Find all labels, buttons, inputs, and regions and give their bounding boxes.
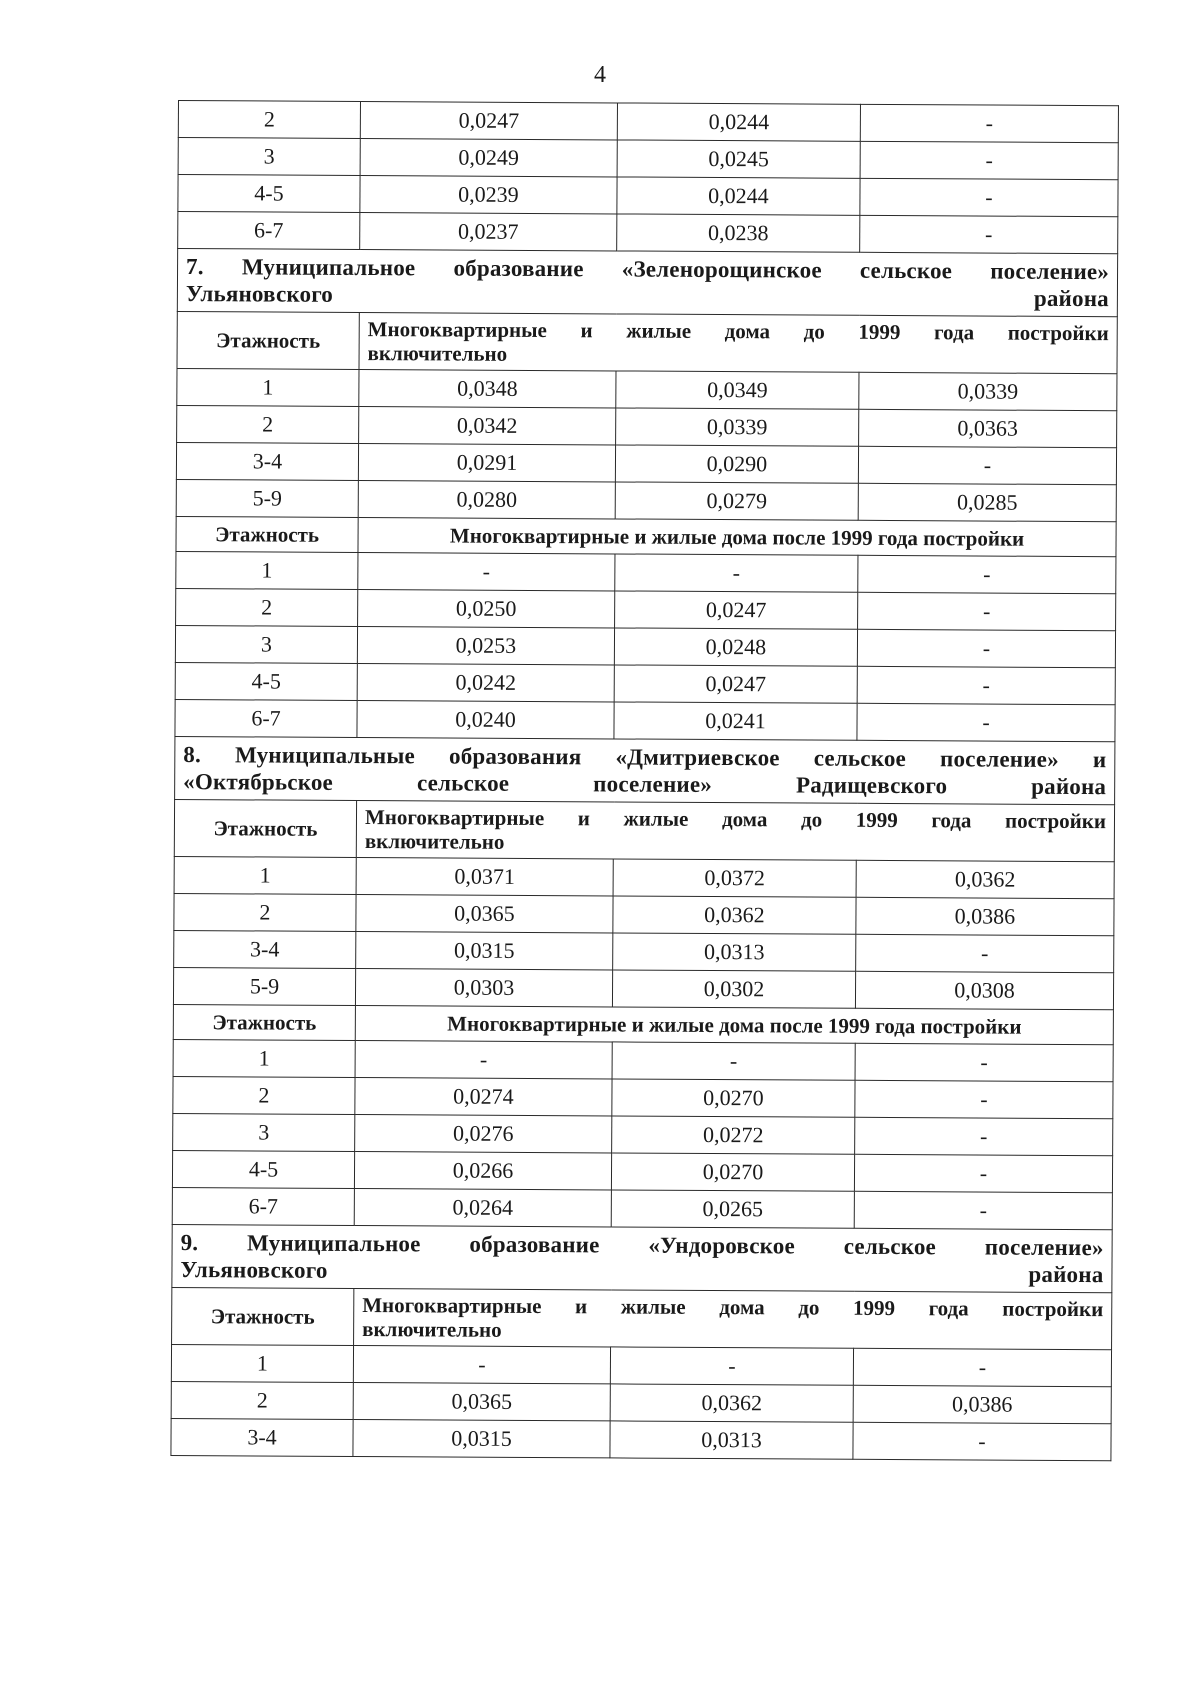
table-row <box>172 1150 1112 1192</box>
value-cell-1: 0,0249 <box>360 139 617 177</box>
floors-cell: 5-9 <box>173 967 355 1005</box>
before-1999-header-line-1: Многоквартирные и жилые дома до 1999 года постройки <box>364 805 1107 834</box>
value-cell-3: - <box>855 1080 1113 1118</box>
value-cell-2: 0,0272 <box>612 1116 855 1154</box>
after-1999-header: Многоквартирные и жилые дома после 1999 года постройки <box>355 1006 1113 1045</box>
value-cell-3: - <box>855 1043 1113 1081</box>
value-cell-3: - <box>858 555 1116 593</box>
value-cell-1: 0,0303 <box>355 969 612 1007</box>
value-cell-3: 0,0363 <box>859 409 1117 447</box>
floors-cell: 2 <box>178 101 360 139</box>
column-header-row <box>172 1287 1112 1349</box>
value-cell-1: 0,0280 <box>358 481 615 519</box>
value-cell-2: 0,0244 <box>617 177 860 215</box>
floors-cell: 2 <box>171 1381 353 1419</box>
table-row <box>176 551 1116 593</box>
table-row <box>171 1344 1111 1386</box>
value-cell-1: 0,0237 <box>360 213 617 251</box>
table-row <box>177 405 1117 447</box>
table-row <box>178 138 1118 180</box>
section-heading <box>172 1224 1112 1292</box>
value-cell-3: 0,0362 <box>856 860 1114 898</box>
value-cell-3: - <box>858 446 1116 484</box>
value-cell-2: 0,0372 <box>613 859 856 897</box>
value-cell-3: 0,0386 <box>856 897 1114 935</box>
value-cell-2: 0,0362 <box>613 896 856 934</box>
value-cell-3: - <box>855 1117 1113 1155</box>
floors-column-header: Этажность <box>173 1004 355 1040</box>
floors-cell: 4-5 <box>178 175 360 213</box>
value-cell-2: 0,0313 <box>610 1421 853 1459</box>
before-1999-header-line-1: Многоквартирные и жилые дома до 1999 года постройки <box>362 1293 1104 1322</box>
floors-cell: 3-4 <box>174 930 356 968</box>
floors-cell: 2 <box>173 1076 355 1114</box>
value-cell-1: 0,0266 <box>354 1152 611 1190</box>
value-cell-3: - <box>853 1348 1111 1386</box>
section-heading-line-1: 7. Муниципальное образование «Зеленорощинское сельское поселение» <box>186 254 1110 285</box>
value-cell-1: 0,0274 <box>355 1078 612 1116</box>
value-cell-3: - <box>854 1191 1112 1229</box>
before-1999-header <box>359 313 1117 374</box>
value-cell-1: 0,0342 <box>359 407 616 445</box>
floors-cell: 5-9 <box>176 479 358 517</box>
value-cell-2: 0,0245 <box>617 140 860 178</box>
table-row <box>175 699 1115 741</box>
tariff-document <box>170 100 1118 1461</box>
value-cell-2: 0,0279 <box>615 482 858 520</box>
tariff-table <box>170 100 1119 1461</box>
table-row <box>174 893 1114 935</box>
value-cell-3: 0,0285 <box>858 483 1116 521</box>
page-number: 4 <box>594 62 606 88</box>
value-cell-1: 0,0239 <box>360 176 617 214</box>
floors-column-header: Этажность <box>177 311 359 369</box>
section-heading-line-1: 9. Муниципальное образование «Ундоровское сельское поселение» <box>180 1230 1104 1261</box>
before-1999-header <box>356 801 1114 862</box>
table-row <box>173 1039 1113 1081</box>
floors-cell: 2 <box>177 405 359 443</box>
value-cell-1: 0,0276 <box>355 1115 612 1153</box>
table-row <box>173 967 1113 1009</box>
value-cell-1: 0,0315 <box>353 1419 610 1457</box>
value-cell-2: 0,0362 <box>610 1384 853 1422</box>
before-1999-header-line-2: включительно <box>364 829 505 854</box>
column-header-row <box>174 799 1114 861</box>
value-cell-1: 0,0371 <box>356 858 613 896</box>
value-cell-2: 0,0244 <box>617 103 860 141</box>
after-1999-header: Многоквартирные и жилые дома после 1999 года постройки <box>358 518 1116 557</box>
floors-cell: 3 <box>173 1113 355 1151</box>
value-cell-3: 0,0308 <box>855 971 1113 1009</box>
table-row <box>171 1418 1111 1460</box>
floors-cell: 4-5 <box>172 1150 354 1188</box>
value-cell-2: 0,0270 <box>611 1153 854 1191</box>
tariff-table-body <box>171 101 1119 1461</box>
value-cell-3: - <box>860 215 1118 253</box>
value-cell-3: - <box>856 934 1114 972</box>
table-row <box>176 479 1116 521</box>
floors-cell: 1 <box>171 1344 353 1382</box>
value-cell-3: - <box>857 703 1115 741</box>
floors-cell: 2 <box>174 893 356 931</box>
floors-cell: 6-7 <box>172 1187 354 1225</box>
section-heading-line-2: Ульяновского района <box>185 281 1109 312</box>
floors-cell: 3 <box>178 138 360 176</box>
floors-column-header: Этажность <box>176 516 358 552</box>
before-1999-header-line-1: Многоквартирные и жилые дома до 1999 года постройки <box>367 317 1109 346</box>
value-cell-3: - <box>860 141 1118 179</box>
table-row <box>176 442 1116 484</box>
value-cell-2: 0,0248 <box>614 628 857 666</box>
value-cell-1: 0,0253 <box>357 627 614 665</box>
value-cell-1: 0,0365 <box>356 895 613 933</box>
table-row <box>175 625 1115 667</box>
table-row <box>177 368 1117 410</box>
section-heading <box>177 249 1117 317</box>
value-cell-1: 0,0264 <box>354 1189 611 1227</box>
table-row <box>178 212 1118 254</box>
value-cell-3: 0,0386 <box>853 1385 1111 1423</box>
section-heading-row <box>177 249 1117 317</box>
floors-cell: 2 <box>176 588 358 626</box>
table-row <box>178 175 1118 217</box>
table-row <box>171 1381 1111 1423</box>
floors-cell: 6-7 <box>175 699 357 737</box>
value-cell-1: - <box>355 1041 612 1079</box>
table-row <box>174 930 1114 972</box>
value-cell-2: - <box>615 554 858 592</box>
before-1999-header-line-2: включительно <box>362 1317 502 1342</box>
table-row <box>174 856 1114 898</box>
value-cell-3: - <box>858 592 1116 630</box>
value-cell-2: - <box>610 1347 853 1385</box>
value-cell-1: 0,0250 <box>358 590 615 628</box>
section-heading-row <box>172 1224 1112 1292</box>
table-row <box>178 101 1118 143</box>
floors-cell: 3-4 <box>176 442 358 480</box>
value-cell-2: 0,0241 <box>614 702 857 740</box>
value-cell-3: - <box>854 1154 1112 1192</box>
floors-cell: 1 <box>176 551 358 589</box>
column-header-row <box>176 516 1116 556</box>
value-cell-2: 0,0313 <box>613 933 856 971</box>
floors-cell: 1 <box>177 368 359 406</box>
value-cell-2: 0,0290 <box>615 445 858 483</box>
table-row <box>173 1113 1113 1155</box>
floors-cell: 1 <box>174 856 356 894</box>
table-row <box>175 662 1115 704</box>
value-cell-3: - <box>860 178 1118 216</box>
value-cell-1: 0,0348 <box>359 370 616 408</box>
value-cell-2: 0,0302 <box>612 970 855 1008</box>
value-cell-1: 0,0242 <box>357 664 614 702</box>
value-cell-3: - <box>860 104 1118 142</box>
floors-cell: 3 <box>175 625 357 663</box>
table-row <box>173 1076 1113 1118</box>
value-cell-1: 0,0240 <box>357 701 614 739</box>
value-cell-1: 0,0247 <box>360 102 617 140</box>
floors-column-header: Этажность <box>172 1287 354 1345</box>
value-cell-2: 0,0247 <box>614 665 857 703</box>
before-1999-header <box>354 1289 1112 1350</box>
value-cell-2: - <box>612 1042 855 1080</box>
table-row <box>172 1187 1112 1229</box>
value-cell-1: 0,0365 <box>353 1382 610 1420</box>
value-cell-1: 0,0291 <box>358 444 615 482</box>
section-heading-line-2: «Октябрьское сельское поселение» Радищевского района <box>183 769 1107 800</box>
column-header-row <box>173 1004 1113 1044</box>
value-cell-1: - <box>353 1345 610 1383</box>
before-1999-header-line-2: включительно <box>367 341 508 366</box>
column-header-row <box>177 311 1117 373</box>
value-cell-3: - <box>857 666 1115 704</box>
value-cell-1: - <box>358 553 615 591</box>
value-cell-2: 0,0247 <box>615 591 858 629</box>
value-cell-2: 0,0238 <box>617 214 860 252</box>
floors-column-header: Этажность <box>174 799 356 857</box>
value-cell-2: 0,0349 <box>616 371 859 409</box>
floors-cell: 6-7 <box>178 212 360 250</box>
value-cell-2: 0,0339 <box>616 408 859 446</box>
section-heading <box>175 736 1115 804</box>
section-heading-line-2: Ульяновского района <box>180 1257 1104 1288</box>
floors-cell: 4-5 <box>175 662 357 700</box>
value-cell-3: - <box>857 629 1115 667</box>
value-cell-2: 0,0270 <box>612 1079 855 1117</box>
value-cell-1: 0,0315 <box>356 932 613 970</box>
floors-cell: 3-4 <box>171 1418 353 1456</box>
value-cell-3: 0,0339 <box>859 372 1117 410</box>
value-cell-2: 0,0265 <box>611 1190 854 1228</box>
value-cell-3: - <box>853 1422 1111 1460</box>
section-heading-row <box>175 736 1115 804</box>
floors-cell: 1 <box>173 1039 355 1077</box>
table-row <box>176 588 1116 630</box>
section-heading-line-1: 8. Муниципальные образования «Дмитриевское сельское поселение» и <box>183 742 1107 773</box>
